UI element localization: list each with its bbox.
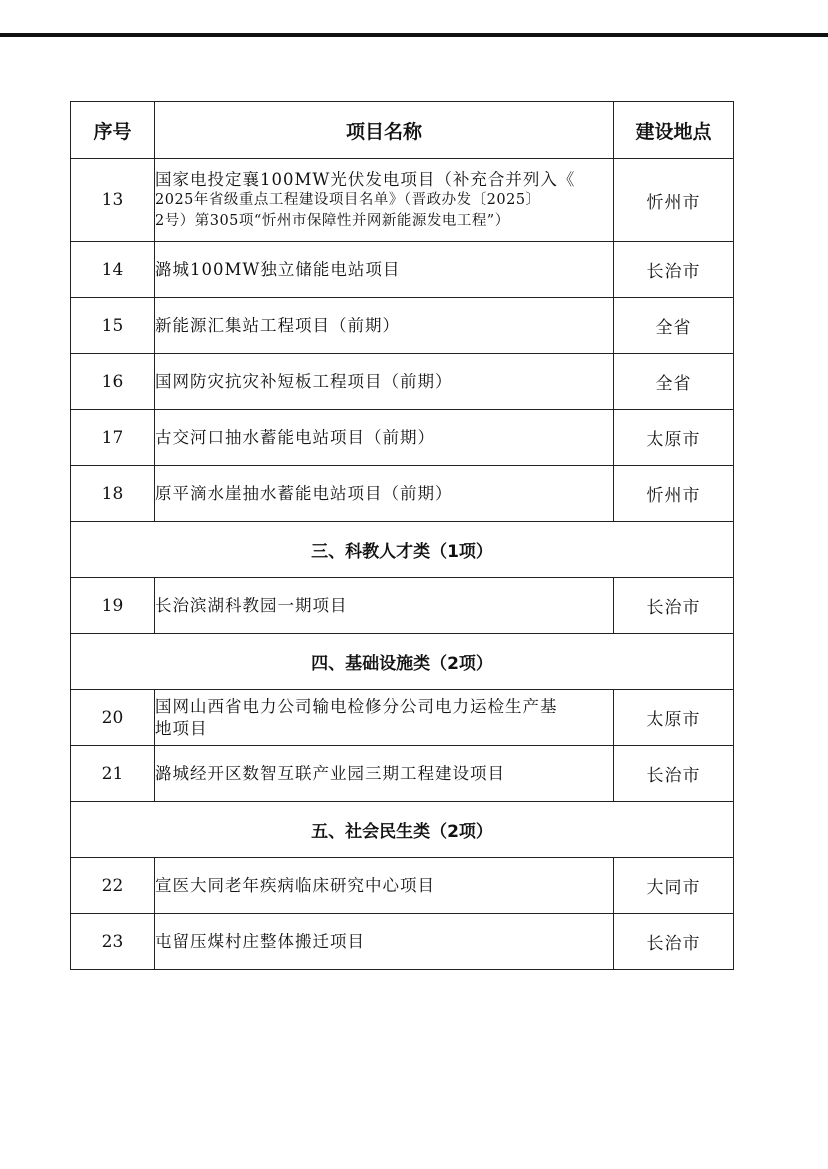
project-table — [70, 101, 734, 970]
row-seq: 17 — [71, 410, 155, 466]
table-row — [71, 466, 734, 522]
row-seq: 18 — [71, 466, 155, 522]
row-seq: 20 — [71, 690, 155, 746]
section-title: 五、社会民生类（2项） — [71, 802, 734, 858]
row-name: 新能源汇集站工程项目（前期） — [155, 298, 614, 354]
section-title: 三、科教人才类（1项） — [71, 522, 734, 578]
row-name: 古交河口抽水蓄能电站项目（前期） — [155, 410, 614, 466]
row-name — [155, 690, 614, 746]
table-row — [71, 914, 734, 970]
row-name: 原平滴水崖抽水蓄能电站项目（前期） — [155, 466, 614, 522]
table-row — [71, 858, 734, 914]
table-row — [71, 690, 734, 746]
row-seq: 15 — [71, 298, 155, 354]
row-location: 太原市 — [614, 690, 734, 746]
row-name: 潞城经开区数智互联产业园三期工程建设项目 — [155, 746, 614, 802]
row-location: 大同市 — [614, 858, 734, 914]
section-row — [71, 802, 734, 858]
row-name: 长治滨湖科教园一期项目 — [155, 578, 614, 634]
row-name: 屯留压煤村庄整体搬迁项目 — [155, 914, 614, 970]
row-name-line: 国网山西省电力公司输电检修分公司电力运检生产基 — [155, 696, 558, 716]
table-row — [71, 242, 734, 298]
row-name: 宣医大同老年疾病临床研究中心项目 — [155, 858, 614, 914]
table-row — [71, 354, 734, 410]
section-row — [71, 522, 734, 578]
section-title: 四、基础设施类（2项） — [71, 634, 734, 690]
row-seq: 23 — [71, 914, 155, 970]
table-row — [71, 410, 734, 466]
row-name-line: 2025年省级重点工程建设项目名单》（晋政办发〔2025〕 — [155, 191, 541, 208]
table-row — [71, 578, 734, 634]
table-row — [71, 159, 734, 242]
row-location: 忻州市 — [614, 466, 734, 522]
row-seq: 22 — [71, 858, 155, 914]
row-seq: 14 — [71, 242, 155, 298]
row-location: 太原市 — [614, 410, 734, 466]
row-seq: 21 — [71, 746, 155, 802]
row-location: 忻州市 — [614, 159, 734, 242]
row-location: 全省 — [614, 354, 734, 410]
row-name-line: 2号）第305项“忻州市保障性并网新能源发电工程”） — [155, 212, 510, 229]
section-row — [71, 634, 734, 690]
row-name-line: 国家电投定襄100MW光伏发电项目（补充合并列入《 — [155, 169, 576, 189]
row-name: 国网防灾抗灾补短板工程项目（前期） — [155, 354, 614, 410]
top-rule — [0, 33, 828, 37]
row-location: 长治市 — [614, 746, 734, 802]
row-name — [155, 159, 614, 242]
row-location: 长治市 — [614, 578, 734, 634]
header-name: 项目名称 — [155, 102, 614, 159]
row-location: 全省 — [614, 298, 734, 354]
row-name: 潞城100MW独立储能电站项目 — [155, 242, 614, 298]
row-name-line: 地项目 — [155, 718, 208, 738]
row-location: 长治市 — [614, 242, 734, 298]
row-seq: 16 — [71, 354, 155, 410]
table-header-row — [71, 102, 734, 159]
table-row — [71, 298, 734, 354]
table-row — [71, 746, 734, 802]
header-location: 建设地点 — [614, 102, 734, 159]
row-seq: 13 — [71, 159, 155, 242]
header-seq: 序号 — [71, 102, 155, 159]
row-location: 长治市 — [614, 914, 734, 970]
row-seq: 19 — [71, 578, 155, 634]
